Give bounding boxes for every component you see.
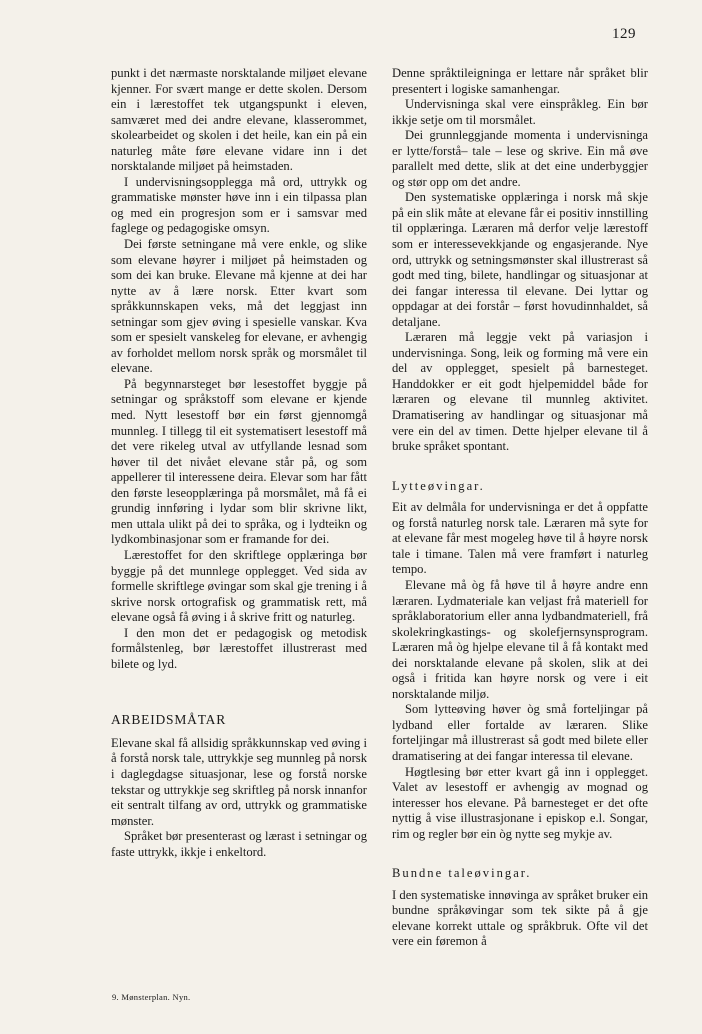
paragraph: Elevane skal få allsidig språkkunnskap ved øving i å forstå norsk tale, uttrykkje seg munnleg på norsk i daglegdagse situasjonar, lese og forstå norske tekstar og uttrykkje seg skriftleg på norsk innanfor eit sentralt tilfang av ord, uttrykk og grammatiske mønster. <box>111 735 367 828</box>
paragraph: På begynnarsteget bør lesestoffet byggje på setningar og språkstoff som elevane er kjende med. Nytt lesestoff bør ein først gjennomgå munnleg. I tillegg til eit systematisert lesestoff må det vere rikeleg utval av utfyllande lesnad som høver til det nivået elevane står på, og som appellerer til interessene deira. Elevar som har fått den første leseopplæringa på morsmålet, må få ei grundig innføring i lydar som blir skrivne likt, men uttala ulikt på dei to språka, og i lydteikn og lydkombinasjonar som er framande for dei. <box>111 376 367 547</box>
paragraph: I den systematiske innøvinga av språket bruker ein bundne språkøvingar som tek sikte på å gje elevane korrekt uttale og språkbruk. Ofte vil det vere ein føremon å <box>392 887 648 949</box>
footer-note: 9. Mønsterplan. Nyn. <box>112 992 191 1002</box>
paragraph: Språket bør presenterast og lærast i setningar og faste uttrykk, ikkje i enkeltord. <box>111 829 367 859</box>
paragraph: Elevane må òg få høve til å høyre andre enn læraren. Lydmateriale kan veljast frå materiell for språklaboratorium eller anna lydbandmateriell, frå skolekringkastings- og skolefjernsynsprogram. Læraren må òg hjelpe elevane til å få kontakt med dei norsktalande elevane på skolen, slik at dei også i fritida kan høyre norsk og vere i eit norsktalande miljø. <box>392 577 648 701</box>
left-column <box>111 66 367 860</box>
right-column <box>392 66 648 950</box>
paragraph: Dei første setningane må vere enkle, og slike som elevane høyrer i miljøet på heimstaden og som dei kan bruke. Elevane må kjenne at dei har nytte av å lære norsk. Etter kvart som språkkunnskapen veks, må det leggjast inn setningar som gjev øving i spesielle vanskar. Kva som er spesielt vanskeleg for elevane, er avhengig av forholdet mellom norsk språk og morsmålet til elevane. <box>111 237 367 376</box>
paragraph: Høgtlesing bør etter kvart gå inn i opplegget. Valet av lesestoff er avhengig av mognad og interesser hos elevane. På barnesteget er det ofte nyttig å vise illustrasjonane i episkop e.l. Songar, rim og regler bør ein òg nytte seg mykje av. <box>392 764 648 841</box>
section-heading-lytteovingar: Lytteøvingar. <box>392 478 485 493</box>
paragraph: I undervisningsopplegga må ord, uttrykk og grammatiske mønster høve inn i ein tilpassa plan og med ein progresjon som er i samsvar med faglege og pedagogiske omsyn. <box>111 174 367 236</box>
paragraph: Undervisninga skal vere einspråkleg. Ein bør ikkje setje om til morsmålet. <box>392 97 648 127</box>
section-heading-bundne-taleovingar: Bundne taleøvingar. <box>392 866 532 881</box>
paragraph: Den systematiske opplæringa i norsk må skje på ein slik måte at elevane får ei positiv innstilling til opplæringa. Læraren må derfor velje lærestoff som er interessevekkjande og engasjerande. Nye ord, uttrykk og setningsmønster skal illustrerast så godt med ting, bilete, handlingar og situasjonar at dei fangar interessa til elevane. Dei lyttar og oppdagar at dei forstår – først hovudinnhaldet, så detaljane. <box>392 190 648 329</box>
paragraph: Læraren må leggje vekt på variasjon i undervisninga. Song, leik og forming må vere ein del av opplegget, spesielt på barnesteget. Handdokker er eit godt hjelpemiddel både for læraren og elevane til munnleg aktivitet. Dramatisering av handlingar og situasjonar må vere ein del av timen. Dette hjelper elevane til å bruke språket spontant. <box>392 330 648 454</box>
section-heading-arbeidsmatar: ARBEIDSMÅTAR <box>111 712 227 728</box>
paragraph: I den mon det er pedagogisk og metodisk formålstenleg, bør lærestoffet illustrerast med bilete og lyd. <box>111 625 367 671</box>
paragraph: Eit av delmåla for undervisninga er det å oppfatte og forstå naturleg norsk tale. Læraren må syte for at elevane får mest mogeleg høve til å høyre norsk tale i timane. Talen må vere framført i naturleg tempo. <box>392 500 648 577</box>
page-number: 129 <box>612 26 636 42</box>
paragraph: Lærestoffet for den skriftlege opplæringa bør byggje på det munnlege opplegget. Ved sida av formelle skriftlege øvingar som skal gje trening i å skrive norsk ortografisk og grammatisk rett, må elevane også få øving i å skrive fritt og naturleg. <box>111 547 367 625</box>
paragraph: Som lytteøving høver òg små forteljingar på lydband eller fortalde av læraren. Slike forteljingar må illustrerast så godt med bilete eller dramatisering at dei fangar interessa til elevane. <box>392 702 648 763</box>
paragraph: punkt i det nærmaste norsktalande miljøet elevane kjenner. For svært mange er dette skolen. Dersom ein i lærestoffet tek utgangspunkt i eleven, samværet med dei andre elevane, klasserommet, skolearbeidet og skolen i det heile, kan ein på ein naturleg måte føre elevane vidare inn i det norsktalande miljøet på heimstaden. <box>111 66 367 174</box>
paragraph: Denne språktileigninga er lettare når språket blir presentert i logiske samanhengar. <box>392 66 648 96</box>
paragraph: Dei grunnleggjande momenta i undervisninga er lytte/forstå– tale – lese og skrive. Ein må øve parallelt med dette, slik at det eine underbyggjer og stør opp om det andre. <box>392 128 648 189</box>
